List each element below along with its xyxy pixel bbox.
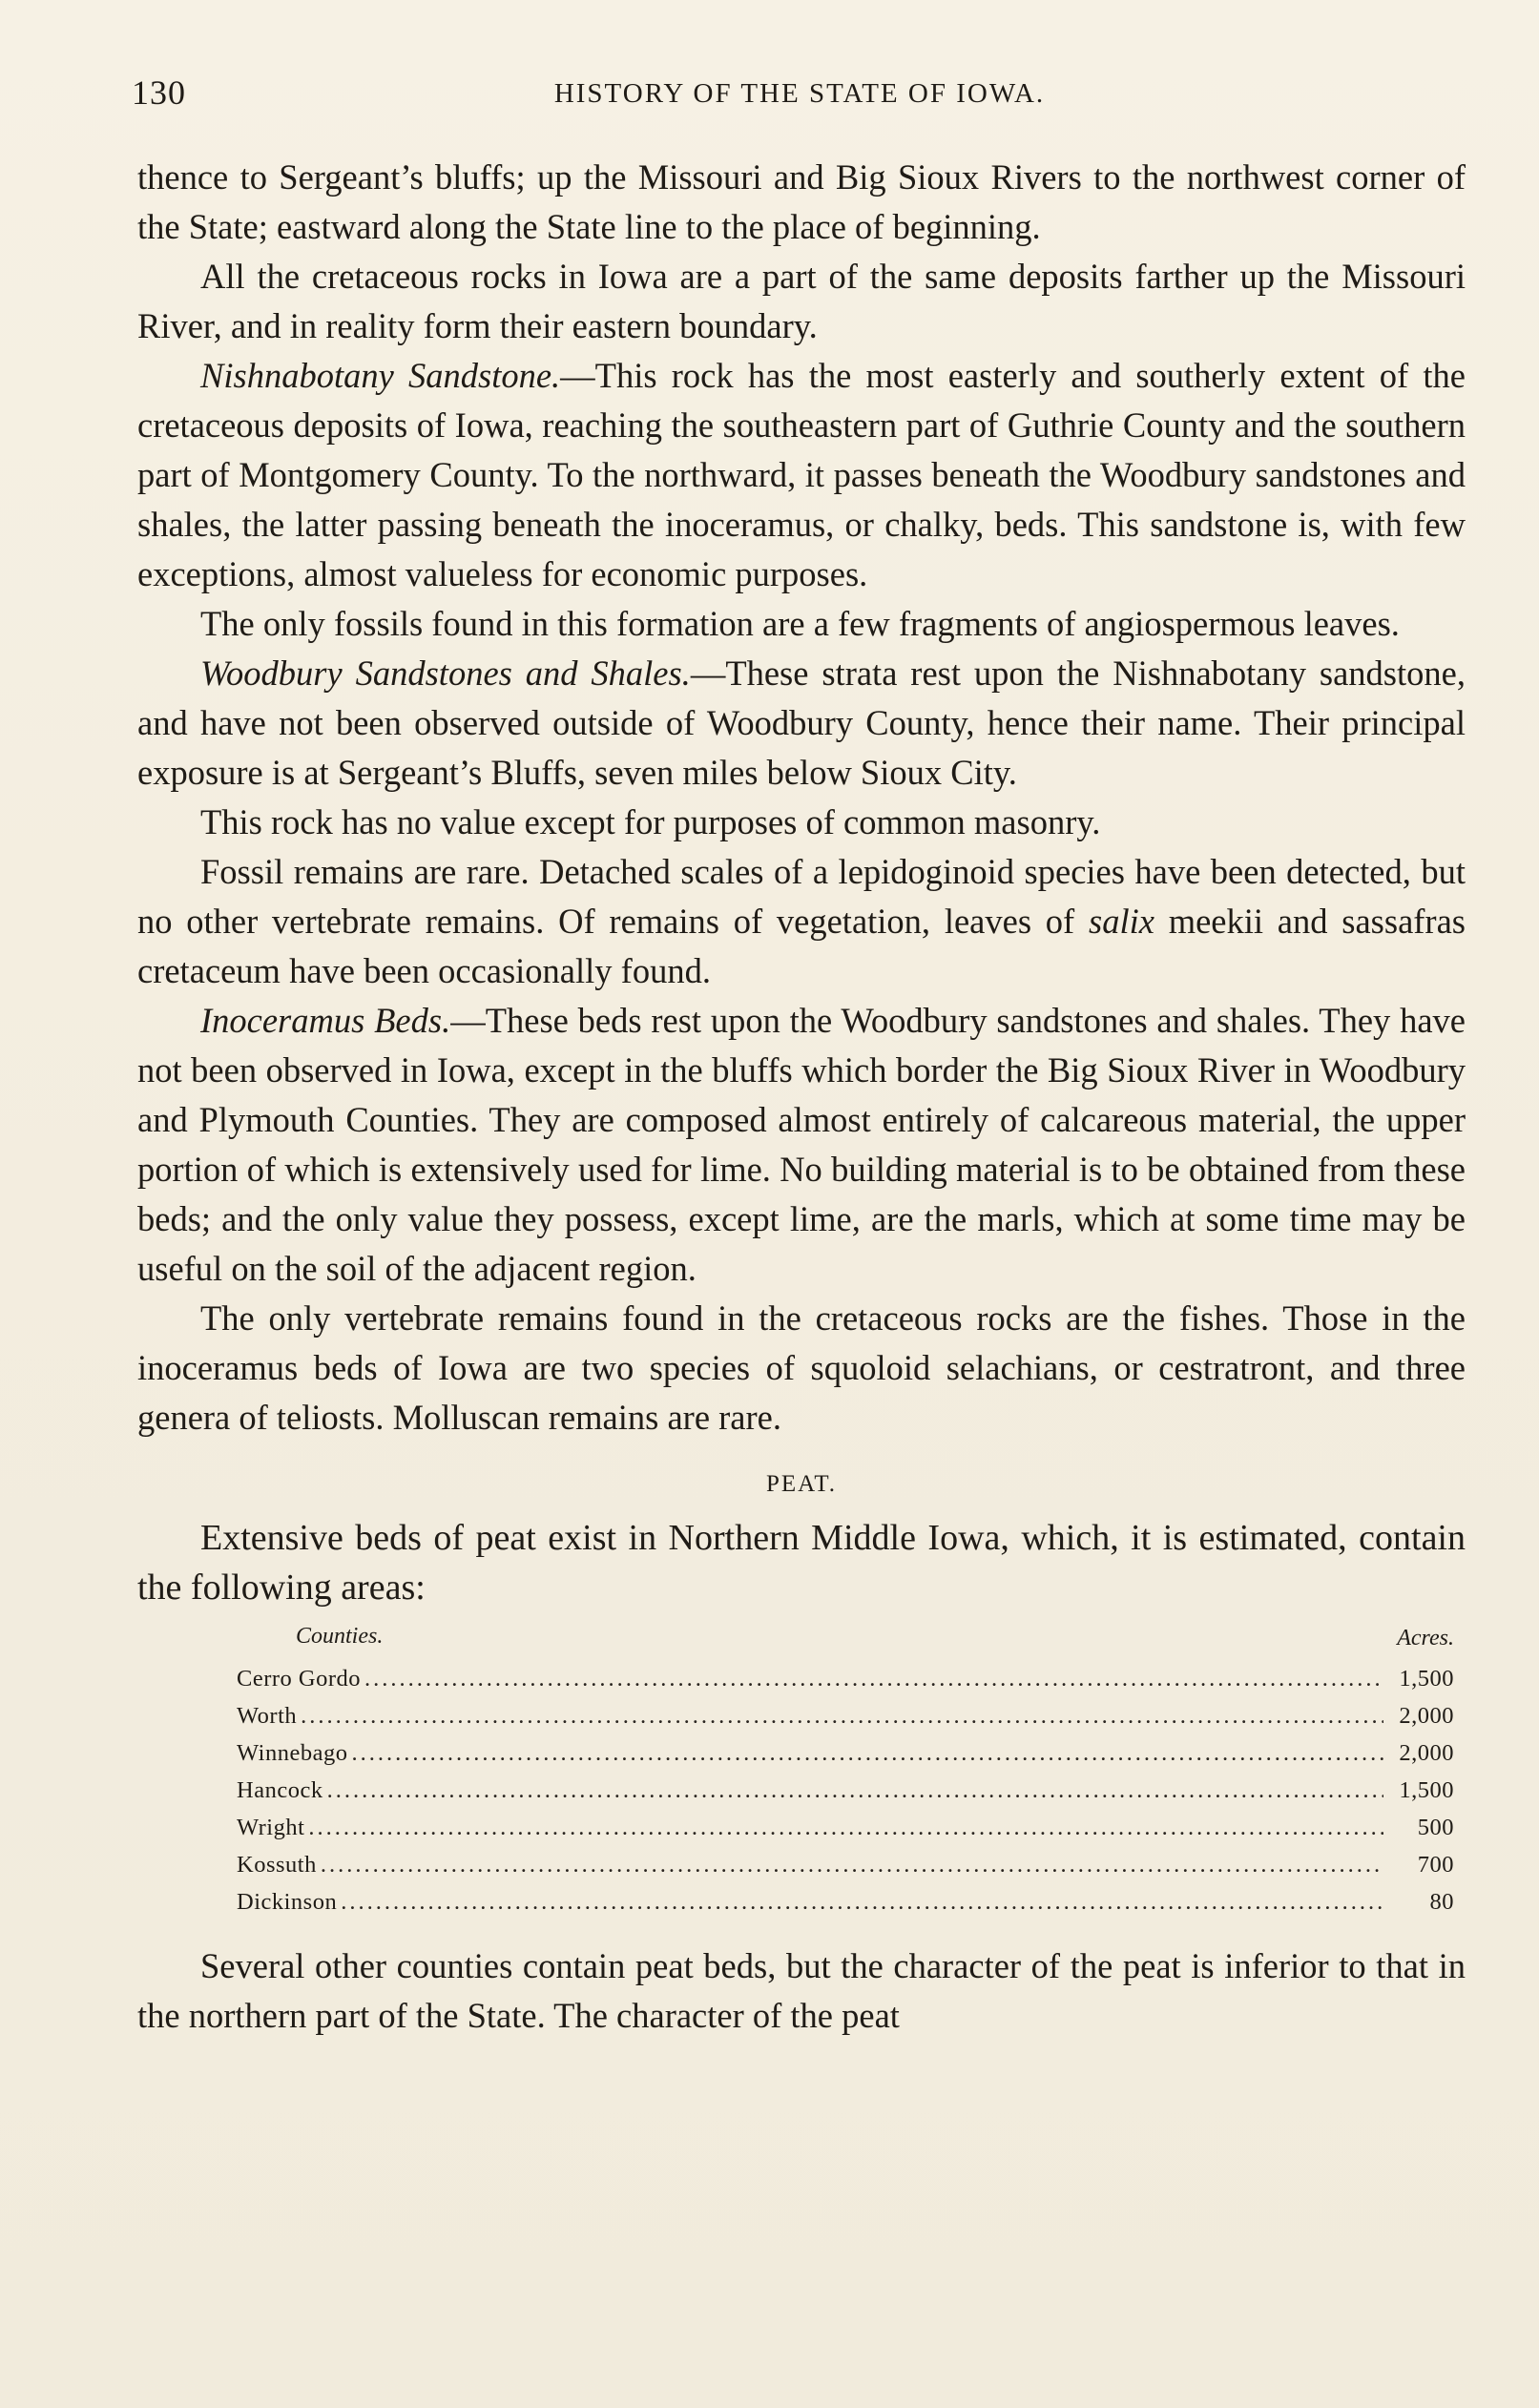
running-title: HISTORY OF THE STATE OF IOWA. [553,78,1046,109]
acres-value: 500 [1417,1815,1454,1840]
table-row [137,1660,1466,1697]
paragraph-inoceramus [137,996,1466,1294]
page-number: 130 [132,73,186,112]
paragraph-text: —This rock has the most easterly and southerly extent of the cretaceous deposits of Iowa, reaching the southeastern part of Guthrie County and the southern part of Montgomery County. To the northward, it passes beneath the Woodbury sandstones and shales, the latter passing beneath the inoceramus, or chalky, beds. This sandstone is, with few exceptions, almost valueless for economic purposes. [137,356,1466,593]
column-header-acres: Acres. [1397,1626,1454,1650]
dot-leader [308,1809,1383,1846]
county-name: Winnebago [237,1740,348,1766]
paragraph: The only fossils found in this formation are a few fragments of angiospermous leaves. [200,604,1400,643]
paragraph-text: meekii and sassafras cretaceum have been occasionally found. [137,902,1466,990]
peat-table [137,1622,1466,1920]
paragraph-fossils [137,847,1466,996]
italic-term: salix [1088,902,1154,941]
section-heading-peat: PEAT. [765,1471,838,1497]
dot-leader [351,1734,1383,1772]
table-row [137,1697,1466,1734]
county-name: Kossuth [237,1852,317,1878]
table-row [137,1809,1466,1846]
dot-leader [321,1846,1383,1883]
paragraph: Several other counties contain peat beds, but the character of the peat is inferior to that in the northern part of the State. The character of the peat [137,1946,1466,2035]
acres-value: 2,000 [1399,1703,1454,1729]
table-row [137,1772,1466,1809]
subsection-title: Inoceramus Beds. [200,1001,451,1040]
county-name: Wright [237,1815,305,1840]
peat-table-header [137,1622,1466,1660]
table-row [137,1883,1466,1920]
county-name: Cerro Gordo [237,1666,362,1692]
dot-leader [341,1883,1383,1920]
paragraph: All the cretaceous rocks in Iowa are a part of the same deposits farther up the Missouri River, and in reality form their eastern boundary. [137,257,1466,345]
column-header-counties: Counties. [296,1624,384,1649]
dot-leader [301,1697,1383,1734]
paragraph-text: —These beds rest upon the Woodbury sandstones and shales. They have not been observed in Iowa, except in the bluffs which border the Big Sioux River in Woodbury and Plymouth Counties. They are composed almost entirely of calcareous material, the upper portion of which is extensively used for lime. No building material is to be obtained from these beds; and the only value they possess, except lime, are the marls, which at some time may be useful on the soil of the adjacent region. [137,1001,1466,1288]
paragraph-nishnabotany [137,351,1466,599]
peat-intro: Extensive beds of peat exist in Northern Middle Iowa, which, it is estimated, contain the following areas: [137,1518,1466,1608]
paragraph: The only vertebrate remains found in the cretaceous rocks are the fishes. Those in the inoceramus beds of Iowa are two species of squoloid selachians, or cestratront, and three genera of teliosts. Molluscan remains are rare. [137,1298,1466,1437]
body-text [137,153,1466,2041]
subsection-title: Woodbury Sandstones and Shales. [200,654,691,693]
paragraph: This rock has no value except for purposes of common masonry. [200,802,1101,841]
county-name: Dickinson [237,1889,338,1915]
acres-value: 700 [1417,1852,1454,1878]
acres-value: 1,500 [1399,1666,1454,1692]
table-row [137,1734,1466,1772]
county-name: Hancock [237,1777,323,1803]
acres-value: 1,500 [1399,1777,1454,1803]
dot-leader [327,1772,1383,1809]
paragraph-text: Fossil remains are rare. Detached scales of a lepidoginoid species have been detected, but no other vertebrate remains. Of remains of vegetation, leaves of [137,852,1466,941]
paragraph-text: —These strata rest upon the Nishnabotany sandstone, and have not been observed outside of Woodbury County, hence their name. Their principal exposure is at Sergeant’s Bluffs, seven miles below Sioux City. [137,654,1466,792]
table-row [137,1846,1466,1883]
running-head [132,73,1467,120]
subsection-title: Nishnabotany Sandstone. [200,356,561,395]
acres-value: 2,000 [1399,1740,1454,1766]
acres-value: 80 [1429,1889,1454,1915]
dot-leader [364,1660,1383,1697]
county-name: Worth [237,1703,298,1729]
paragraph: thence to Sergeant’s bluffs; up the Missouri and Big Sioux Rivers to the northwest corner of the State; eastward along the State line to the place of beginning. [137,157,1466,246]
paragraph-woodbury [137,649,1466,798]
